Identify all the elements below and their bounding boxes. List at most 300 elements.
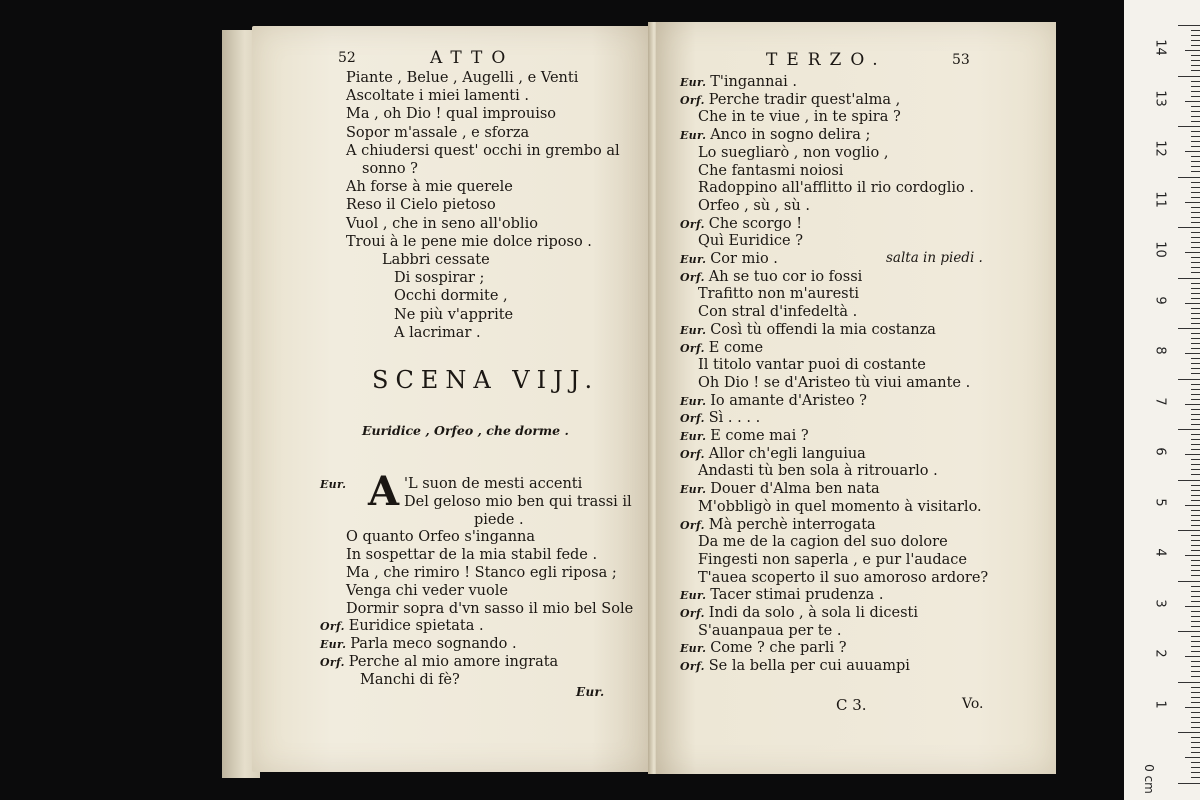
ruler-tick — [1191, 520, 1200, 521]
verse-text: Fingesti non saperla , e pur l'audace — [698, 551, 968, 568]
ruler-tick — [1191, 485, 1200, 486]
ruler-tick — [1191, 323, 1200, 324]
ruler-tick — [1191, 762, 1200, 763]
ruler-tick — [1178, 631, 1200, 632]
verse-text: Dormir sopra d'vn sasso il mio bel Sole — [346, 600, 634, 617]
speaker-label: Orf. — [680, 607, 705, 620]
verse-text: Con stral d'infedeltà . — [698, 304, 858, 321]
ruler-tick — [1185, 505, 1200, 506]
verse-line — [320, 636, 517, 653]
ruler-tick — [1191, 358, 1200, 359]
verse-text: Douer d'Alma ben nata — [710, 481, 880, 498]
ruler-tick — [1185, 202, 1200, 203]
ruler-tick — [1178, 177, 1200, 178]
ruler-tick — [1191, 298, 1200, 299]
ruler-tick — [1191, 772, 1200, 773]
ruler-tick — [1178, 25, 1200, 26]
ruler-tick — [1191, 283, 1200, 284]
ruler-tick — [1178, 76, 1200, 77]
ruler-tick — [1191, 111, 1200, 112]
verse-text: A chiudersi quest' occhi in grembo al — [346, 142, 620, 159]
ruler-tick — [1191, 545, 1200, 546]
speaker-label: Eur. — [680, 76, 707, 89]
ruler-tick — [1191, 692, 1200, 693]
ruler-tick — [1191, 616, 1200, 617]
verse-line — [346, 88, 529, 105]
ruler-tick — [1191, 192, 1200, 193]
ruler-tick — [1178, 682, 1200, 683]
verse-text: Cor mio . — [710, 251, 778, 267]
ruler-tick — [1191, 747, 1200, 748]
ruler-tick — [1191, 222, 1200, 223]
verse-text: Labbri cessate — [382, 252, 490, 268]
ruler-tick — [1191, 469, 1200, 470]
speaker-label: Orf. — [680, 93, 705, 107]
verse-line — [346, 565, 617, 582]
ruler-tick — [1178, 379, 1200, 380]
ruler-tick — [1191, 70, 1200, 71]
verse-line — [346, 325, 481, 342]
ruler-tick — [1191, 676, 1200, 677]
ruler-number: 2 — [1152, 649, 1168, 658]
ruler-tick — [1191, 141, 1200, 142]
verse-line — [680, 393, 867, 410]
ruler-tick — [1191, 687, 1200, 688]
ruler-tick — [1191, 65, 1200, 66]
ruler-tick — [1191, 182, 1200, 183]
ruler-tick — [1191, 348, 1200, 349]
verse-line — [680, 92, 900, 109]
verse-text: Reso il Cielo pietoso — [346, 197, 496, 214]
ruler-tick — [1185, 757, 1200, 758]
verse-text: Oh Dio ! se d'Aristeo tù viui amante . — [698, 374, 971, 391]
ruler-number: 11 — [1152, 190, 1168, 208]
ruler-tick — [1191, 752, 1200, 753]
verse-line — [346, 476, 582, 493]
left-catchword: Eur. — [576, 685, 605, 699]
ruler-tick — [1191, 384, 1200, 385]
ruler-tick — [1191, 45, 1200, 46]
right-catchword: Vo. — [962, 696, 984, 712]
verse-text: Perche tradir quest'alma , — [708, 91, 901, 108]
ruler-tick — [1185, 303, 1200, 304]
ruler-tick — [1191, 96, 1200, 97]
verse-line — [346, 494, 632, 511]
ruler-tick — [1191, 212, 1200, 213]
ruler-tick — [1191, 515, 1200, 516]
verse-text: O quanto Orfeo s'inganna — [346, 529, 536, 546]
ruler-tick — [1191, 666, 1200, 667]
verse-line — [680, 145, 888, 162]
verse-text: E come mai ? — [710, 428, 809, 444]
verse-text: Occhi dormite , — [394, 288, 508, 305]
ruler-tick — [1178, 783, 1200, 784]
verse-text: Andasti tù ben sola à ritrouarlo . — [698, 463, 938, 480]
ruler-tick — [1191, 717, 1200, 718]
ruler-tick — [1191, 474, 1200, 475]
ruler-tick — [1191, 697, 1200, 698]
ruler-tick — [1191, 373, 1200, 374]
ruler-tick — [1191, 651, 1200, 652]
ruler-tick — [1191, 540, 1200, 541]
speaker-label: Orf. — [680, 447, 705, 461]
verse-text: Indi da solo , à sola li dicesti — [708, 605, 918, 621]
speaker-label: Orf. — [320, 656, 345, 669]
ruler-tick — [1191, 510, 1200, 511]
verse-line — [680, 216, 802, 233]
ruler-number: 1 — [1152, 699, 1168, 709]
ruler-tick — [1185, 50, 1200, 51]
ruler-tick — [1191, 767, 1200, 768]
verse-text: Ma , che rimiro ! Stanco egli riposa ; — [346, 565, 617, 581]
verse-line — [680, 463, 938, 480]
ruler-tick — [1178, 429, 1200, 430]
verse-line — [346, 529, 535, 546]
ruler-tick — [1191, 293, 1200, 294]
ruler-tick — [1185, 606, 1200, 607]
verse-line — [680, 304, 857, 321]
ruler-tick — [1191, 646, 1200, 647]
verse-line — [346, 512, 524, 529]
ruler-tick — [1191, 161, 1200, 162]
verse-line — [346, 179, 513, 196]
verse-text: Da me de la cagion del suo dolore — [698, 534, 948, 551]
ruler-tick — [1191, 197, 1200, 198]
ruler-number: 4 — [1152, 548, 1168, 557]
verse-text: T'auea scoperto il suo amoroso ardore? — [698, 569, 989, 586]
ruler-tick — [1191, 262, 1200, 263]
speaker-label: Orf. — [680, 518, 705, 532]
ruler-tick — [1191, 671, 1200, 672]
ruler-tick — [1191, 363, 1200, 364]
verse-line — [346, 252, 490, 269]
right-running-head: TERZO. — [766, 50, 887, 70]
ruler-tick — [1178, 328, 1200, 329]
verse-text: Perche al mio amore ingrata — [348, 654, 559, 670]
ruler-tick — [1191, 737, 1200, 738]
ruler-tick — [1191, 55, 1200, 56]
verse-line — [680, 180, 974, 197]
verse-line — [320, 618, 484, 635]
verse-line — [346, 307, 513, 324]
ruler-tick — [1191, 257, 1200, 258]
ruler-tick — [1191, 30, 1200, 31]
speaker-label: Orf. — [680, 412, 705, 426]
ruler-tick — [1191, 146, 1200, 147]
verse-line — [680, 534, 948, 551]
verse-text: Così tù offendi la mia costanza — [710, 321, 936, 338]
verse-line — [680, 127, 870, 144]
verse-text: Allor ch'egli languiua — [708, 445, 866, 462]
right-page — [656, 22, 1056, 774]
verse-text: 'L suon de mesti accenti — [404, 476, 583, 492]
speaker-label: Eur. — [680, 253, 707, 266]
verse-line — [346, 672, 460, 689]
verse-text: Il titolo vantar puoi di costante — [698, 357, 926, 374]
verse-text: Orfeo , sù , sù . — [698, 197, 810, 214]
ruler-tick — [1178, 581, 1200, 582]
ruler-tick — [1178, 732, 1200, 733]
scene-characters: Euridice , Orfeo , che dorme . — [362, 423, 569, 438]
speaker-label: Eur. — [320, 638, 347, 652]
verse-line — [320, 654, 558, 671]
verse-line — [680, 233, 803, 250]
verse-text: Come ? che parli ? — [710, 640, 847, 657]
verse-text: Troui à le pene mie dolce riposo . — [346, 233, 592, 250]
verse-text: Mà perchè interrogata — [708, 516, 876, 533]
verse-line — [346, 197, 496, 214]
left-page-number: 52 — [338, 50, 356, 66]
ruler-tick — [1191, 535, 1200, 536]
ruler-tick — [1191, 116, 1200, 117]
speaker-label: Eur. — [680, 323, 707, 337]
ruler-tick — [1191, 343, 1200, 344]
verse-text: Sì . . . . — [708, 410, 761, 427]
ruler-tick — [1191, 722, 1200, 723]
ruler-tick — [1191, 313, 1200, 314]
ruler-number: 8 — [1152, 346, 1168, 355]
verse-text: Ascoltate i miei lamenti . — [346, 88, 529, 105]
verse-line — [680, 286, 859, 303]
ruler-tick — [1178, 530, 1200, 531]
ruler-tick — [1191, 288, 1200, 289]
ruler-tick — [1191, 586, 1200, 587]
ruler-tick — [1185, 555, 1200, 556]
ruler-tick — [1185, 151, 1200, 152]
verse-text: Ma , oh Dio ! qual improuiso — [346, 106, 557, 123]
speaker-label: Eur. — [680, 483, 707, 497]
ruler-tick — [1178, 126, 1200, 127]
ruler-tick — [1191, 575, 1200, 576]
ruler-number: 14 — [1152, 39, 1168, 56]
verse-line — [346, 70, 578, 87]
ruler-tick — [1191, 727, 1200, 728]
verse-text: Quì Euridice ? — [698, 233, 803, 250]
ruler-tick — [1191, 560, 1200, 561]
ruler-tick — [1191, 166, 1200, 167]
ruler-number: 9 — [1152, 295, 1168, 305]
ruler-tick — [1191, 187, 1200, 188]
verse-text: Ne più v'apprite — [394, 306, 514, 323]
ruler-tick — [1191, 267, 1200, 268]
measurement-ruler — [1124, 0, 1200, 800]
ruler-tick — [1191, 550, 1200, 551]
verse-line — [346, 143, 620, 160]
ruler-tick — [1191, 86, 1200, 87]
ruler-tick — [1191, 131, 1200, 132]
ruler-tick — [1185, 707, 1200, 708]
verse-text: Se la bella per cui auuampi — [708, 658, 910, 675]
verse-text: Ah se tuo cor io fossi — [708, 268, 863, 285]
ruler-tick — [1191, 247, 1200, 248]
ruler-tick — [1191, 611, 1200, 612]
ruler-number: 3 — [1152, 598, 1168, 608]
verse-line — [346, 161, 418, 178]
ruler-tick — [1191, 449, 1200, 450]
left-running-head: ATTO — [430, 48, 515, 68]
ruler-tick — [1191, 591, 1200, 592]
ruler-tick — [1191, 459, 1200, 460]
speaker-label: Eur. — [680, 589, 707, 603]
speaker-label: Orf. — [680, 217, 705, 231]
speaker-label: Eur. — [680, 430, 707, 443]
speaker-label: Orf. — [680, 270, 705, 284]
verse-text: In sospettar de la mia stabil fede . — [346, 547, 598, 564]
ruler-tick — [1191, 156, 1200, 157]
verse-text: Euridice spietata . — [348, 618, 484, 635]
stage-direction: salta in piedi . — [886, 250, 983, 266]
verse-line — [346, 125, 529, 142]
ruler-tick — [1191, 621, 1200, 622]
ruler-tick — [1191, 495, 1200, 496]
verse-text: Che scorgo ! — [708, 215, 803, 232]
verse-text: Ah forse à mie querele — [346, 179, 513, 196]
ruler-tick — [1185, 656, 1200, 657]
verse-text: Parla meco sognando . — [350, 636, 517, 653]
ruler-tick — [1191, 596, 1200, 597]
speaker-label: Eur. — [680, 642, 707, 656]
verse-text: sonno ? — [362, 161, 418, 177]
ruler-tick — [1191, 91, 1200, 92]
ruler-tick — [1185, 454, 1200, 455]
ruler-tick — [1191, 121, 1200, 122]
ruler-tick — [1191, 237, 1200, 238]
signature-mark: C 3. — [836, 696, 867, 714]
verse-line — [680, 552, 967, 569]
ruler-number: 6 — [1152, 447, 1168, 456]
verse-line — [680, 410, 760, 427]
speaker-label: Orf. — [680, 341, 705, 355]
verse-text: Del geloso mio ben qui trassi il — [404, 493, 632, 510]
ruler-tick — [1191, 171, 1200, 172]
verse-text: E come — [708, 339, 764, 356]
ruler-tick — [1191, 641, 1200, 642]
verse-line — [680, 658, 910, 675]
ruler-tick — [1191, 439, 1200, 440]
verse-line — [346, 583, 508, 600]
ruler-tick — [1191, 661, 1200, 662]
verse-line — [680, 74, 797, 91]
ruler-tick — [1191, 525, 1200, 526]
verse-line — [680, 109, 901, 126]
ruler-tick — [1191, 444, 1200, 445]
speaker-label: Orf. — [680, 660, 705, 674]
ruler-tick — [1191, 419, 1200, 420]
verse-line — [346, 288, 508, 305]
verse-text: Vuol , che in seno all'oblio — [346, 215, 538, 232]
ruler-tick — [1191, 565, 1200, 566]
ruler-tick — [1191, 414, 1200, 415]
open-book — [222, 18, 1072, 778]
ruler-number: 10 — [1152, 241, 1168, 258]
ruler-tick — [1191, 318, 1200, 319]
ruler-tick — [1191, 81, 1200, 82]
verse-text: M'obbligò in quel momento à visitarlo. — [698, 498, 982, 515]
verse-line — [346, 547, 597, 564]
ruler-tick — [1191, 333, 1200, 334]
ruler-tick — [1191, 368, 1200, 369]
ruler-tick — [1191, 232, 1200, 233]
verse-line — [680, 357, 926, 374]
ruler-tick — [1191, 570, 1200, 571]
ruler-tick — [1185, 252, 1200, 253]
verse-line — [680, 517, 876, 534]
verse-text: Che fantasmi noiosi — [698, 162, 844, 179]
verse-text: Trafitto non m'auresti — [698, 286, 860, 303]
ruler-tick — [1178, 278, 1200, 279]
ruler-tick — [1191, 106, 1200, 107]
verse-text: Venga chi veder vuole — [346, 582, 508, 599]
verse-line — [680, 251, 778, 268]
ruler-tick — [1178, 227, 1200, 228]
ruler-tick — [1191, 399, 1200, 400]
verse-text: T'ingannai . — [710, 74, 797, 90]
verse-text: Manchi di fè? — [360, 671, 460, 688]
ruler-tick — [1191, 409, 1200, 410]
speaker-label: Orf. — [320, 620, 345, 634]
ruler-unit-label: 0 cm — [1141, 764, 1156, 794]
ruler-tick — [1191, 136, 1200, 137]
ruler-number: 12 — [1152, 140, 1168, 157]
ruler-tick — [1191, 601, 1200, 602]
speaker-label: Eur. — [320, 478, 347, 491]
scene-title: SCENA VIJJ. — [372, 366, 600, 394]
verse-line — [680, 623, 841, 640]
verse-line — [680, 499, 982, 516]
ruler-number: 7 — [1152, 396, 1168, 406]
verse-line — [346, 234, 592, 251]
ruler-tick — [1191, 636, 1200, 637]
ruler-tick — [1191, 500, 1200, 501]
verse-line — [346, 601, 633, 618]
verse-line — [680, 269, 862, 286]
ruler-tick — [1191, 742, 1200, 743]
ruler-tick — [1185, 101, 1200, 102]
ruler-tick — [1191, 60, 1200, 61]
ruler-tick — [1191, 272, 1200, 273]
ruler-tick — [1185, 404, 1200, 405]
left-page — [252, 26, 652, 772]
verse-line — [346, 106, 556, 123]
ruler-tick — [1191, 490, 1200, 491]
ruler-tick — [1191, 308, 1200, 309]
verse-line — [680, 340, 763, 357]
verse-text: Tacer stimai prudenza . — [710, 587, 884, 604]
ruler-tick — [1191, 242, 1200, 243]
verse-text: S'auanpaua per te . — [698, 622, 842, 639]
ruler-tick — [1191, 40, 1200, 41]
ruler-tick — [1191, 217, 1200, 218]
ruler-tick — [1191, 434, 1200, 435]
speaker-label: Eur. — [680, 129, 707, 143]
verse-text: Che in te viue , in te spira ? — [698, 109, 901, 126]
verse-text: Lo suegliarò , non voglio , — [698, 144, 889, 161]
ruler-tick — [1178, 480, 1200, 481]
verse-line — [680, 587, 883, 604]
verse-text: Sopor m'assale , e sforza — [346, 124, 530, 141]
ruler-tick — [1191, 394, 1200, 395]
ruler-tick — [1191, 626, 1200, 627]
verse-line — [346, 270, 484, 287]
verse-line — [680, 605, 918, 622]
verse-line — [680, 428, 809, 445]
verse-line — [680, 322, 936, 339]
verse-line — [680, 163, 843, 180]
verse-line — [680, 446, 866, 463]
ruler-tick — [1191, 777, 1200, 778]
ruler-tick — [1191, 207, 1200, 208]
ruler-tick — [1191, 702, 1200, 703]
